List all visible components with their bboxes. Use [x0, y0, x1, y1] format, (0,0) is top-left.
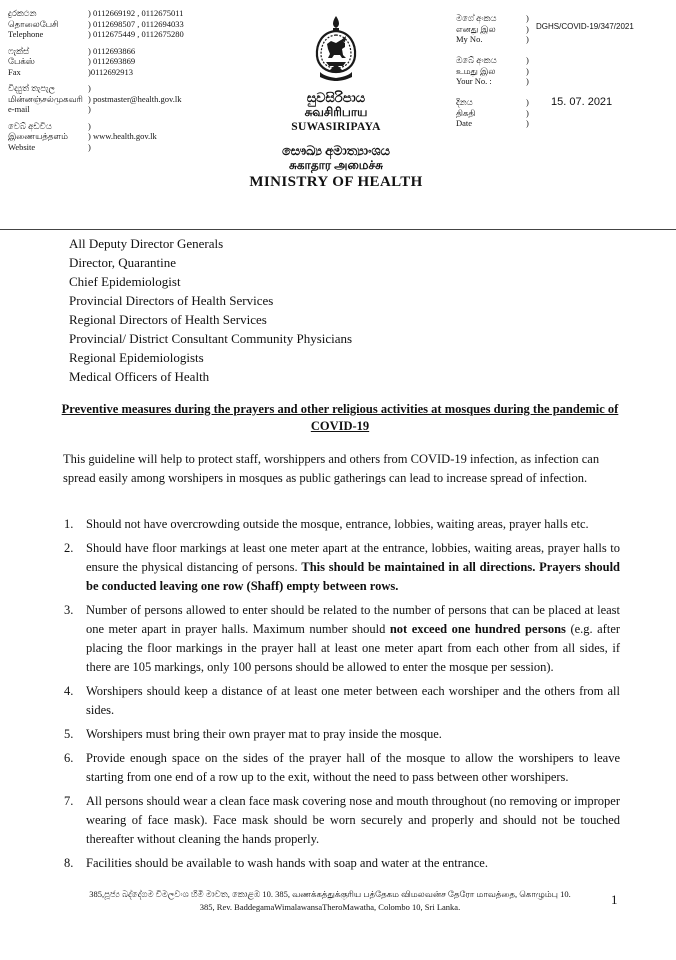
- contact-label: Website: [8, 141, 36, 152]
- reference-block: [456, 13, 671, 139]
- ref-label: දිනය: [456, 97, 473, 107]
- contact-label: தொலைபேசி: [8, 18, 59, 29]
- ref-label: My No.: [456, 34, 483, 44]
- item-text: Provide enough space on the sides of the prayer hall of the mosque to allow the worshipers to leave starting from one end of a row up to the exit, without the need to pass between other worshipers.: [86, 751, 620, 784]
- ministry-english: MINISTRY OF HEALTH: [249, 174, 423, 190]
- contact-value: ) 0112693869: [88, 56, 136, 66]
- contact-label: විද්‍යුත් තැපැල: [8, 83, 56, 93]
- name-tamil: சுவசிரிபாய: [304, 105, 368, 119]
- addressee: All Deputy Director Generals: [69, 236, 224, 251]
- name-english: SUWASIRIPAYA: [291, 121, 381, 133]
- contact-value: ): [88, 120, 91, 131]
- contact-label: இணையத்தளம்: [8, 131, 68, 141]
- item-number: 8.: [64, 856, 74, 870]
- ref-bracket: ): [526, 13, 529, 23]
- ref-label: Date: [456, 118, 473, 128]
- ref-label: உமது இல: [456, 65, 496, 76]
- ref-bracket: ): [526, 23, 529, 34]
- date-row: [456, 97, 671, 139]
- ministry-heading: [220, 90, 452, 191]
- item-number: 6.: [64, 751, 74, 765]
- contact-value: )0112692913: [88, 66, 134, 77]
- footer-address-local: 385,පූජ්‍ය බද්දේගම විමලවංශ හිමි මාවත, කොළඹ 10. 385, வணக்கத்துக்குரிய பத்தேகம விமலவன்ச தேரோ மாவத்தை, கொழும்பு 10.: [89, 889, 571, 899]
- item-text: Facilities should be available to wash hands with soap and water at the entrance.: [86, 856, 488, 870]
- addressee: Provincial/ District Consultant Community Physicians: [69, 331, 353, 346]
- item-text: Worshipers should keep a distance of at least one meter between each worshiper and the others from all sides.: [86, 684, 620, 717]
- addressee: Medical Officers of Health: [69, 369, 210, 384]
- item-number: 7.: [64, 794, 74, 808]
- name-sinhala: සුවසිරිපාය: [306, 90, 366, 105]
- item-number: 2.: [64, 541, 74, 555]
- item-number: 4.: [64, 684, 74, 698]
- item-text: All persons should wear a clean face mask covering nose and mouth throughout (no removing or improper wearing of face mask). Face mask should be worn securely and properly and should not be touched thereafter without cleaning the hands properly.: [86, 794, 620, 846]
- contact-label: e-mail: [8, 104, 30, 114]
- contact-value: ): [88, 141, 91, 152]
- ref-bracket: ): [526, 55, 529, 65]
- ministry-sinhala: සෞඛ්‍ය අමාත්‍යාංශය: [281, 143, 391, 158]
- date-value: 15. 07. 2021: [551, 96, 613, 108]
- ref-bracket: ): [526, 65, 529, 76]
- list-item: [64, 515, 620, 534]
- ref-label: திகதி: [456, 107, 476, 118]
- document-title: Preventive measures during the prayers and other religious activities at mosques during the pandemic of COVID-19: [61, 402, 619, 433]
- contact-label: மின்னஞ்சல்முகவரி: [8, 93, 83, 104]
- ref-label: எனது இல: [456, 23, 496, 34]
- item-number: 5.: [64, 727, 74, 741]
- ref-bracket: ): [526, 97, 529, 107]
- footer-address-english: 385, Rev. BaddegamaWimalawansaTheroMawatha, Colombo 10, Sri Lanka.: [199, 902, 461, 912]
- item-emphasis: This should be maintained in all directions. Prayers should be conducted leaving one row (Shaff) empty between rows.: [86, 560, 621, 593]
- list-item: [64, 854, 620, 873]
- addressee-list: [69, 234, 352, 386]
- contact-label: ෆැක්ස්: [8, 45, 30, 56]
- sri-lanka-national-emblem-icon: [312, 14, 360, 82]
- item-number: 1.: [64, 517, 74, 531]
- list-item: [64, 792, 620, 849]
- contact-value: ) www.health.gov.lk: [88, 131, 157, 141]
- contact-label: දුරකථන: [8, 8, 37, 18]
- list-item: [64, 539, 620, 596]
- ref-label: Your No. :: [456, 76, 492, 86]
- item-text: Should have floor markings at least one meter apart at the entrance, lobbies, waiting areas, prayer halls to ensure the physical distancing of persons.: [86, 541, 620, 574]
- addressee: Chief Epidemiologist: [69, 274, 181, 289]
- my-number-value: DGHS/COVID-19/347/2021: [536, 22, 634, 31]
- item-text: Should not have overcrowding outside the mosque, entrance, lobbies, waiting areas, prayer halls etc.: [86, 517, 589, 531]
- contact-fax: [8, 46, 258, 78]
- addressee: Regional Directors of Health Services: [69, 312, 267, 327]
- ref-bracket: ): [526, 118, 529, 128]
- contact-label: பேக்ஸ்: [8, 56, 35, 66]
- ref-label: ඔබේ අංකය: [456, 55, 497, 65]
- contact-value: ) 0112669192 , 0112675011: [88, 8, 184, 18]
- header-divider: [0, 229, 676, 230]
- item-text: Number of persons allowed to enter should be related to the number of persons that can be placed at least one meter apart in prayer halls. Maximum number should: [86, 603, 620, 636]
- contact-label: Telephone: [8, 29, 44, 39]
- your-number-row: [456, 55, 671, 97]
- contact-value: ) 0112698507 , 0112694033: [88, 18, 184, 29]
- my-number-row: [456, 13, 671, 55]
- contact-label: Fax: [8, 66, 21, 77]
- item-tail: (e.g. after placing the floor markings in the prayer hall at least one meter apart from each other from all sides, if there are 105 markings, only 100 persons should be allowed to enter the mosque per session).: [86, 622, 621, 674]
- item-emphasis: not exceed one hundred persons: [389, 622, 566, 636]
- list-item: [64, 601, 620, 677]
- address-footer: [80, 888, 580, 914]
- list-item: [64, 682, 620, 720]
- list-item: [64, 749, 620, 787]
- contact-value: ) postmaster@health.gov.lk: [88, 93, 182, 104]
- guideline-list: [64, 515, 620, 878]
- contact-telephone: [8, 8, 258, 40]
- contact-value: ) 0112675449 , 0112675280: [88, 29, 184, 39]
- item-text: Worshipers must bring their own prayer mat to pray inside the mosque.: [86, 727, 442, 741]
- addressee: Regional Epidemiologists: [69, 350, 204, 365]
- addressee: Provincial Directors of Health Services: [69, 293, 274, 308]
- addressee: Director, Quarantine: [69, 255, 177, 270]
- item-number: 3.: [64, 603, 74, 617]
- contact-label: වෙබ් අඩවිය: [8, 120, 52, 131]
- ref-label: මගේ අංකය: [456, 13, 497, 23]
- list-item: [64, 725, 620, 744]
- ref-bracket: ): [526, 34, 529, 44]
- intro-paragraph: This guideline will help to protect staff, worshippers and others from COVID-19 infection, as infection can spread easily among worshipers in mosques as public gatherings can lead to increase spread of infection.: [63, 452, 600, 485]
- contact-value: ): [88, 83, 91, 93]
- page-number: 1: [611, 892, 618, 907]
- ref-bracket: ): [526, 107, 529, 118]
- ref-bracket: ): [526, 76, 529, 86]
- ministry-tamil: சுகாதார அமைச்சு: [289, 158, 383, 172]
- contact-value: ) 0112693866: [88, 45, 136, 56]
- contact-value: ): [88, 104, 91, 114]
